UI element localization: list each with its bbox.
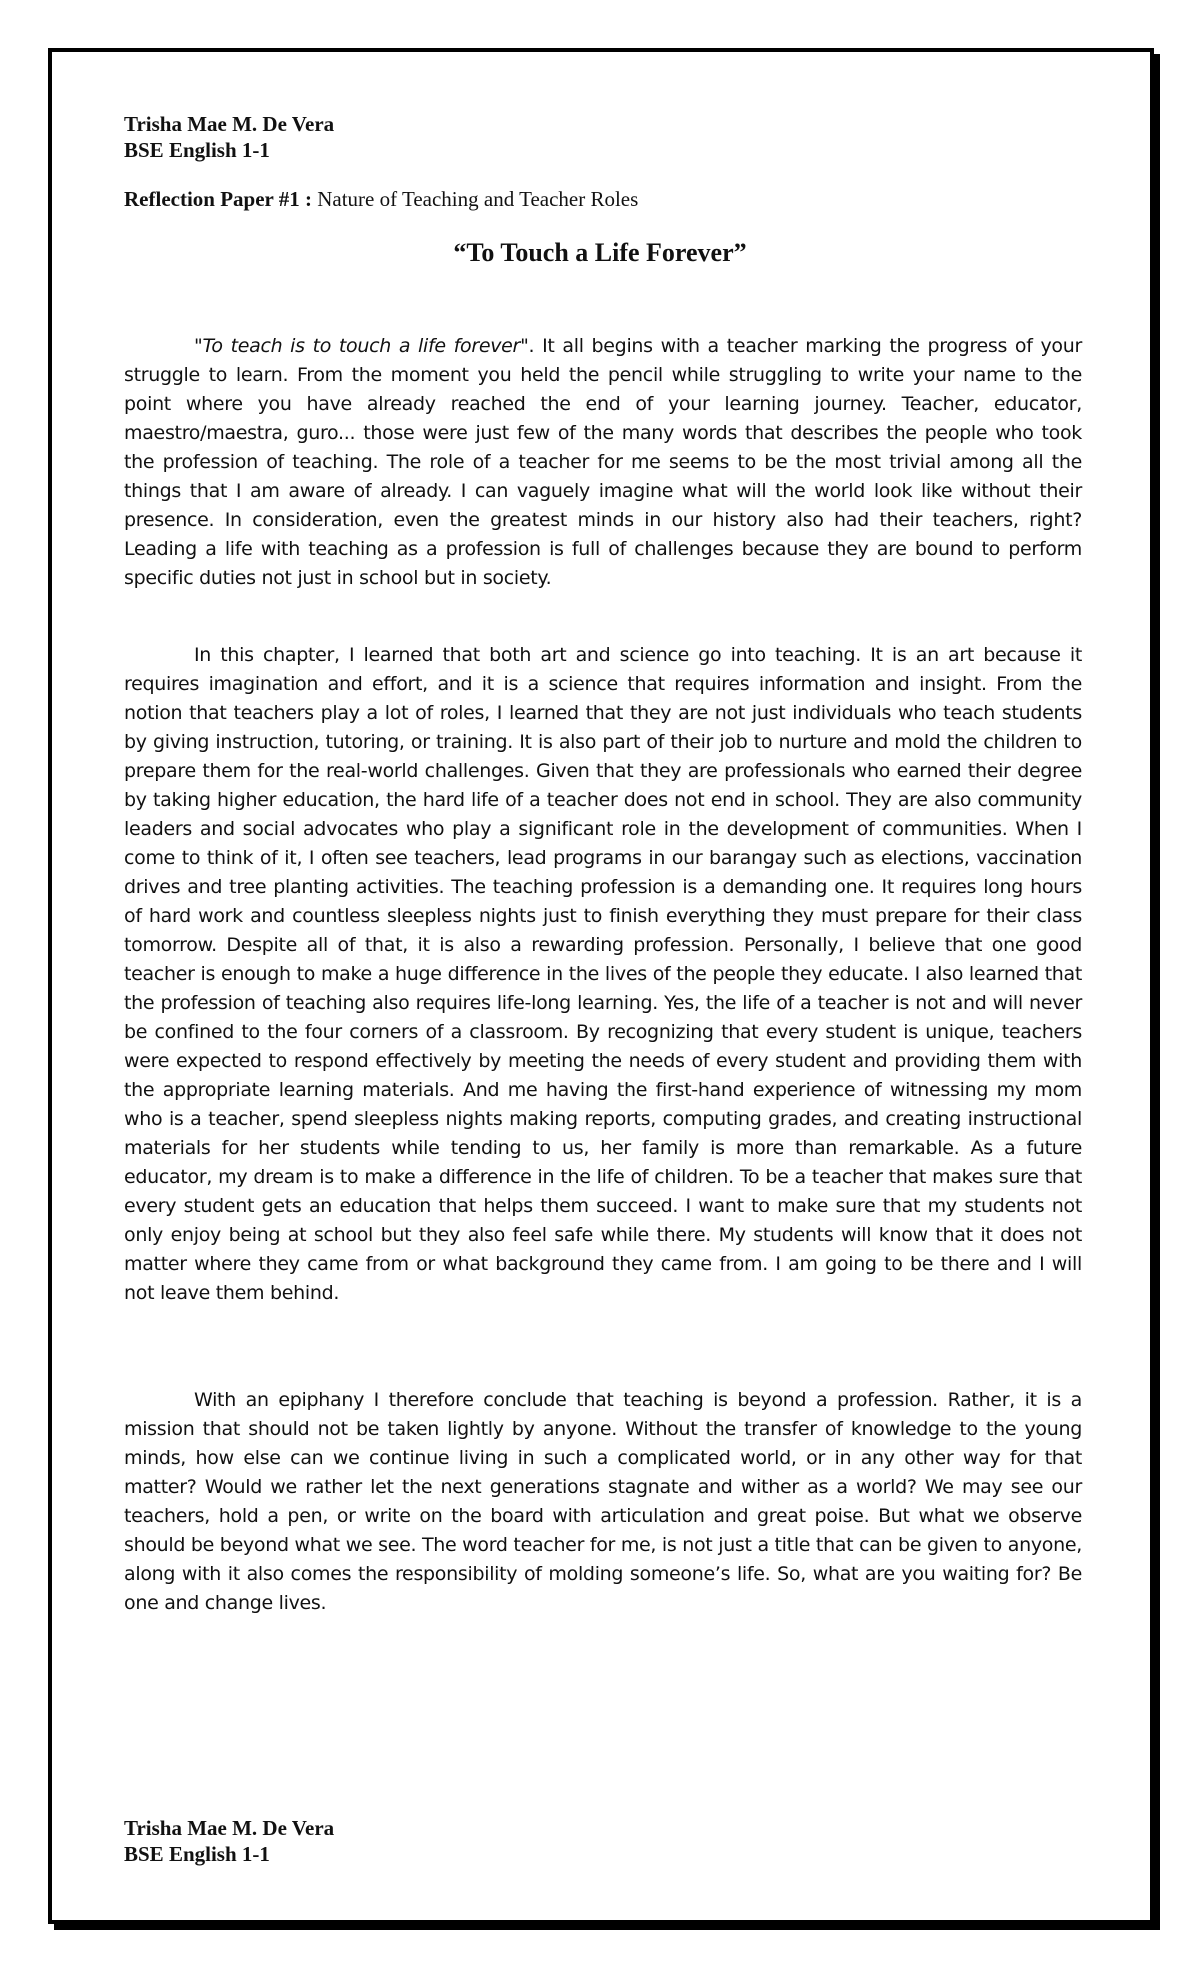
author-name: Trisha Mae M. De Vera (124, 112, 335, 136)
paragraph-1-text: . It all begins with a teacher marking the progress of your struggle to learn. From the moment you held the pencil while struggling to write your name to the point where you have already reached the end of your learning journey. Teacher, educator, maestro/maestra, guro... those were just few of the many words that describes the people who took the profession of teaching. The role of a teacher for me seems to be the most trivial among all the things that I am aware of already. I can vaguely imagine what will the world look like without their presence. In consideration, even the greatest minds in our history also had their teachers, right? Leading a life with teaching as a profession is full of challenges because they are bound to perform specific duties not just in school but in society. (124, 335, 1082, 589)
subject-label: Reflection Paper #1 : (124, 187, 312, 211)
paragraph-1 (124, 332, 1082, 593)
opening-quote: "To teach is to touch a life forever" (194, 335, 529, 357)
paragraph-3: With an epiphany I therefore conclude that teaching is beyond a profession. Rather, it is a mission that should not be taken lightly by anyone. Without the transfer of knowledge to the young minds, how else can we continue living in such a complicated world, or in any other way for that matter? Would we rather let the next generations stagnate and wither as a world? We may see our teachers, hold a pen, or write on the board with articulation and great poise. But what we observe should be beyond what we see. The word teacher for me, is not just a title that can be given to anyone, along with it also comes the responsibility of molding someone’s life. So, what are you waiting for? Be one and change lives. (124, 1389, 1082, 1614)
footer-author-name: Trisha Mae M. De Vera (124, 1816, 335, 1840)
subject-text: Nature of Teaching and Teacher Roles (311, 187, 639, 211)
paragraph-2: In this chapter, I learned that both art and science go into teaching. It is an art because it requires imagination and effort, and it is a science that requires information and insight. From the notion that teachers play a lot of roles, I learned that they are not just individuals who teach students by giving instruction, tutoring, or training. It is also part of their job to nurture and mold the children to prepare them for the real-world challenges. Given that they are professionals who earned their degree by taking higher education, the hard life of a teacher does not end in school. They are also community leaders and social advocates who play a significant role in the development of communities. When I come to think of it, I often see teachers, lead programs in our barangay such as elections, vaccination drives and tree planting activities. The teaching profession is a demanding one. It requires long hours of hard work and countless sleepless nights just to finish everything they must prepare for their class tomorrow. Despite all of that, it is also a rewarding profession. Personally, I believe that one good teacher is enough to make a huge difference in the lives of the people they educate. I also learned that the profession of teaching also requires life-long learning. Yes, the life of a teacher is not and will never be confined to the four corners of a classroom. By recognizing that every student is unique, teachers were expected to respond effectively by meeting the needs of every student and providing them with the appropriate learning materials. And me having the first-hand experience of witnessing my mom who is a teacher, spend sleepless nights making reports, computing grades, and creating instructional materials for her students while tending to us, her family is more than remarkable. As a future educator, my dream is to make a difference in the life of children. To be a teacher that makes sure that every student gets an education that helps them succeed. I want to make sure that my students not only enjoy being at school but they also feel safe while there. My students will know that it does not matter where they came from or what background they came from. I am going to be there and I will not leave them behind. (124, 644, 1082, 1304)
paper-subject (124, 187, 638, 212)
paper-title: “To Touch a Life Forever” (453, 238, 747, 267)
footer-author-course: BSE English 1-1 (124, 1842, 270, 1866)
author-course: BSE English 1-1 (124, 138, 270, 162)
